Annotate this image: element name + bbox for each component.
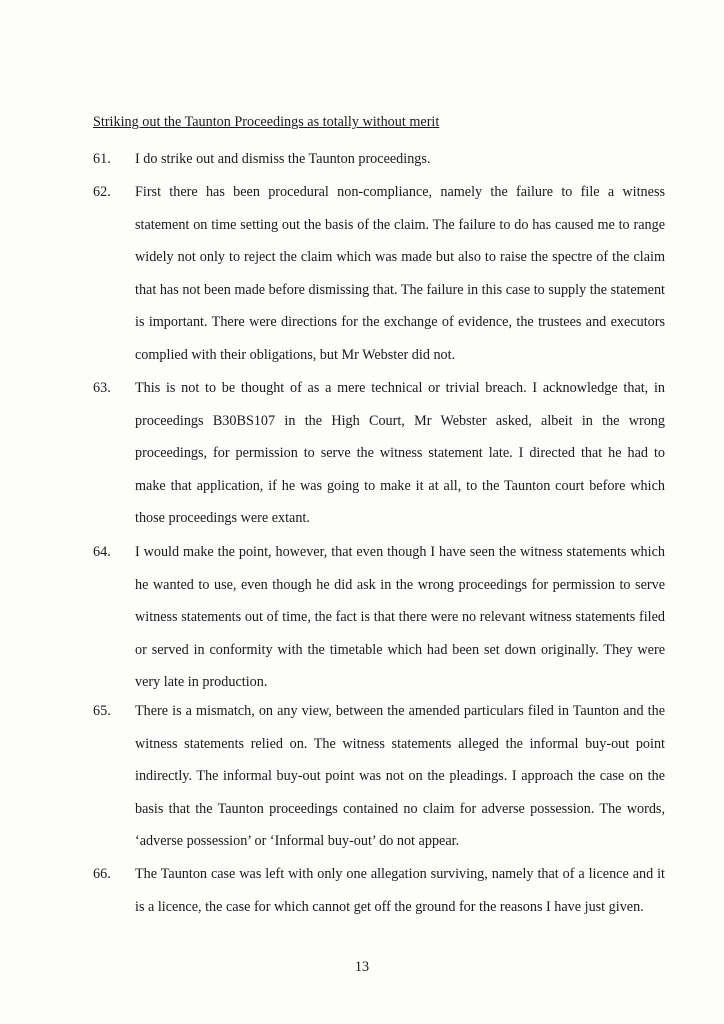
section-heading: Striking out the Taunton Proceedings as totally without merit	[93, 114, 440, 130]
paragraph-number: 61.	[93, 151, 111, 167]
paragraph-63	[93, 372, 665, 535]
paragraph-number: 64.	[93, 544, 111, 560]
paragraph-number: 62.	[93, 184, 111, 200]
paragraph-number: 65.	[93, 703, 111, 719]
paragraph-66	[93, 858, 665, 923]
paragraph-64	[93, 536, 665, 699]
page-number: 13	[354, 959, 370, 975]
paragraph-65	[93, 695, 665, 858]
paragraph-text: There is a mismatch, on any view, between the amended particulars filed in Taunton and the witness statements relied on. The witness statements alleged the informal buy-out point indirectly. The informal buy-out point was not on the pleadings. I approach the case on the basis that the Taunton proceedings contained no claim for adverse possession. The words, ‘adverse possession’ or ‘Informal buy-out’ do not appear.	[135, 703, 665, 850]
paragraph-text: This is not to be thought of as a mere technical or trivial breach. I acknowledge that, in proceedings B30BS107 in the High Court, Mr Webster asked, albeit in the wrong proceedings, for permission to serve the witness statement late. I directed that he had to make that application, if he was going to make it at all, to the Taunton court before which those proceedings were extant.	[135, 380, 665, 527]
paragraph-text: I do strike out and dismiss the Taunton proceedings.	[135, 151, 431, 167]
paragraph-number: 66.	[93, 866, 111, 882]
paragraph-61	[93, 143, 665, 176]
paragraph-text: I would make the point, however, that even though I have seen the witness statements which he wanted to use, even though he did ask in the wrong proceedings for permission to serve witness statements out of time, the fact is that there were no relevant witness statements filed or served in conformity with the timetable which had been set down originally. They were very late in production.	[135, 544, 665, 691]
paragraph-text: The Taunton case was left with only one allegation surviving, namely that of a licence and it is a licence, the case for which cannot get off the ground for the reasons I have just given.	[135, 866, 665, 915]
paragraph-text: First there has been procedural non-compliance, namely the failure to file a witness statement on time setting out the basis of the claim. The failure to do has caused me to range widely not only to reject the claim which was made but also to raise the spectre of the claim that has not been made before dismissing that. The failure in this case to supply the statement is important. There were directions for the exchange of evidence, the trustees and executors complied with their obligations, but Mr Webster did not.	[135, 184, 665, 363]
paragraph-number: 63.	[93, 380, 111, 396]
paragraph-62	[93, 176, 665, 372]
